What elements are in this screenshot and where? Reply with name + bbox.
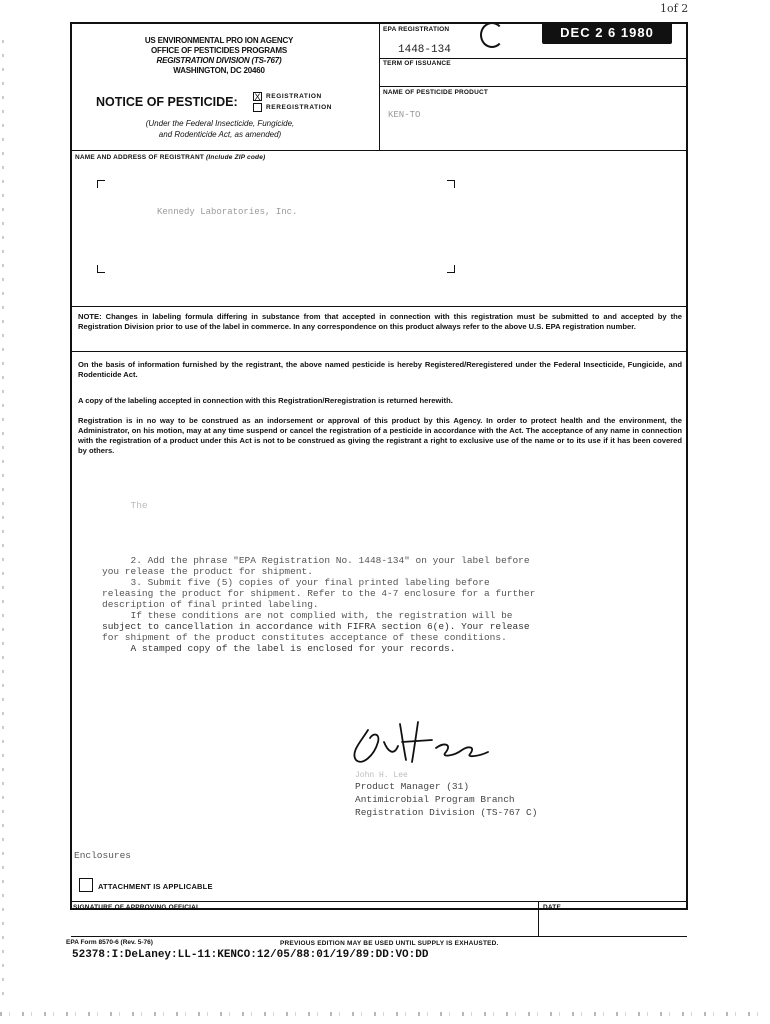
checkbox-mark: X (254, 92, 261, 102)
notice-title: NOTICE OF PESTICIDE: (96, 95, 238, 109)
form-number: EPA Form 8570-6 (Rev. 5-76) (66, 939, 153, 946)
typed-line: you release the product for shipment. (102, 566, 313, 577)
typed-line: releasing the product for shipment. Refer to the 4-7 enclosure for a further (102, 588, 536, 599)
typed-line: The (102, 500, 462, 511)
registrant-label (75, 154, 265, 161)
registrant-label-text: NAME AND ADDRESS OF REGISTRANT (75, 154, 205, 161)
typed-line: 3. Submit five (5) copies of your final printed labeling before (102, 577, 490, 588)
registrant-line-1: Kennedy Laboratories, Inc. (157, 207, 298, 217)
scan-edge-noise (0, 1012, 770, 1016)
document-tracking-code: 52378:I:DeLaney:LL-11:KENCO:12/05/88:01/19/89:DD:VO:DD (72, 949, 429, 961)
typed-line: A stamped copy of the label is enclosed for your records. (102, 643, 456, 654)
typed-line (102, 511, 672, 522)
window-corner-br (447, 265, 455, 273)
stamp-hole (480, 22, 504, 48)
term-divider (379, 86, 687, 87)
registrant-label-note: (Include ZIP code) (206, 154, 266, 161)
registration-label: REGISTRATION (266, 93, 322, 100)
signer-title-1: Product Manager (31) (355, 781, 470, 792)
date-label: DATE (543, 904, 562, 911)
signer-name: John H. Lee (355, 771, 408, 780)
under-act-line-2: and Rodenticide Act, as amended) (158, 130, 282, 139)
epa-reg-divider (379, 58, 687, 59)
note-bottom-line (71, 351, 687, 352)
under-act-line-1: (Under the Federal Insecticide, Fungicide, (145, 119, 295, 128)
typed-line: If these conditions are not complied with, the registration will be (102, 610, 513, 621)
corner-note: 1of 2 (660, 2, 689, 15)
agency-line-3: REGISTRATION DIVISION (TS-767) (156, 56, 282, 65)
typed-line (102, 522, 672, 533)
term-label: TERM OF ISSUANCE (383, 60, 451, 67)
attachment-checkbox[interactable] (79, 878, 93, 892)
signature-block (355, 772, 537, 819)
header-bottom-line (71, 150, 687, 151)
reregistration-label: REREGISTRATION (266, 104, 333, 111)
date-divider (538, 901, 539, 936)
labeling-paragraph: A copy of the labeling accepted in connection with this Registration/Reregistration is returned herewith. (78, 396, 453, 405)
reregistration-checkbox[interactable] (253, 103, 262, 112)
approving-signature-label: SIGNATURE OF APPROVING OFFICIAL (73, 904, 201, 911)
epa-reg-value: 1448-134 (398, 44, 451, 56)
typed-line: subject to cancellation in accordance with FIFRA section 6(e). Your release (102, 621, 530, 632)
signer-title-3: Registration Division (TS-767 C) (355, 807, 538, 818)
sig-row-bottom (71, 936, 687, 937)
typed-line (102, 544, 672, 555)
product-name-value: KEN-TO (388, 110, 421, 120)
basis-paragraph: On the basis of information furnished by the registrant, the above named pesticide is hereby Registered/Reregistered under the Federal Insecticide, Fungicide, and Rodenticide Act. (78, 360, 682, 379)
window-corner-tl (97, 180, 105, 188)
signer-title-2: Antimicrobial Program Branch (355, 794, 515, 805)
enclosures-label: Enclosures (74, 850, 132, 861)
agency-line-4: WASHINGTON, DC 20460 (173, 66, 265, 75)
sig-row-top (71, 901, 687, 902)
typed-conditions (102, 489, 672, 665)
typed-line: 2. Add the phrase "EPA Registration No. 1448-134" on your label before (102, 555, 530, 566)
handwritten-signature (340, 712, 500, 772)
window-corner-tr (447, 180, 455, 188)
epa-reg-label: EPA REGISTRATION (383, 26, 450, 33)
registration-disclaimer: Registration is in no way to be construed as an indorsement or approval of this product by this Agency. In order to protect health and the environment, the Administrator, on his motion, may at any time suspend or cancel the registration of a pesticide in accordance with the Act. The acceptance of any name in connection with the registration of a product under this Act is not to be construed as giving the registrant a right to exclusive use of the name or to its use if it has been covered by others. (78, 416, 682, 455)
date-received-stamp: DEC 2 6 1980 (542, 22, 672, 44)
typed-line: for shipment of the product constitutes acceptance of these conditions. (102, 632, 507, 643)
agency-header (84, 36, 354, 76)
registration-checkbox[interactable] (253, 92, 262, 101)
attachment-label: ATTACHMENT IS APPLICABLE (98, 882, 213, 891)
note-paragraph: NOTE: Changes in labeling formula differing in substance from that accepted in connection with this registration must be submitted to and accepted by the Registration Division prior to use of the label in commerce. In any correspondence on this product always refer to the above U.S. EPA registration number. (78, 312, 682, 331)
product-name-label: NAME OF PESTICIDE PRODUCT (383, 89, 489, 96)
agency-line-2: OFFICE OF PESTICIDES PROGRAMS (151, 46, 287, 55)
agency-line-1: US ENVIRONMENTAL PRO ION AGENCY (144, 36, 294, 45)
registrant-address (157, 206, 297, 218)
previous-edition-note: PREVIOUS EDITION MAY BE USED UNTIL SUPPLY IS EXHAUSTED. (280, 940, 499, 947)
scan-left-edge (2, 40, 4, 1000)
typed-line (102, 533, 672, 544)
window-corner-bl (97, 265, 105, 273)
note-top-line (71, 306, 687, 307)
typed-line: description of final printed labeling. (102, 599, 319, 610)
under-act-text (100, 118, 340, 140)
